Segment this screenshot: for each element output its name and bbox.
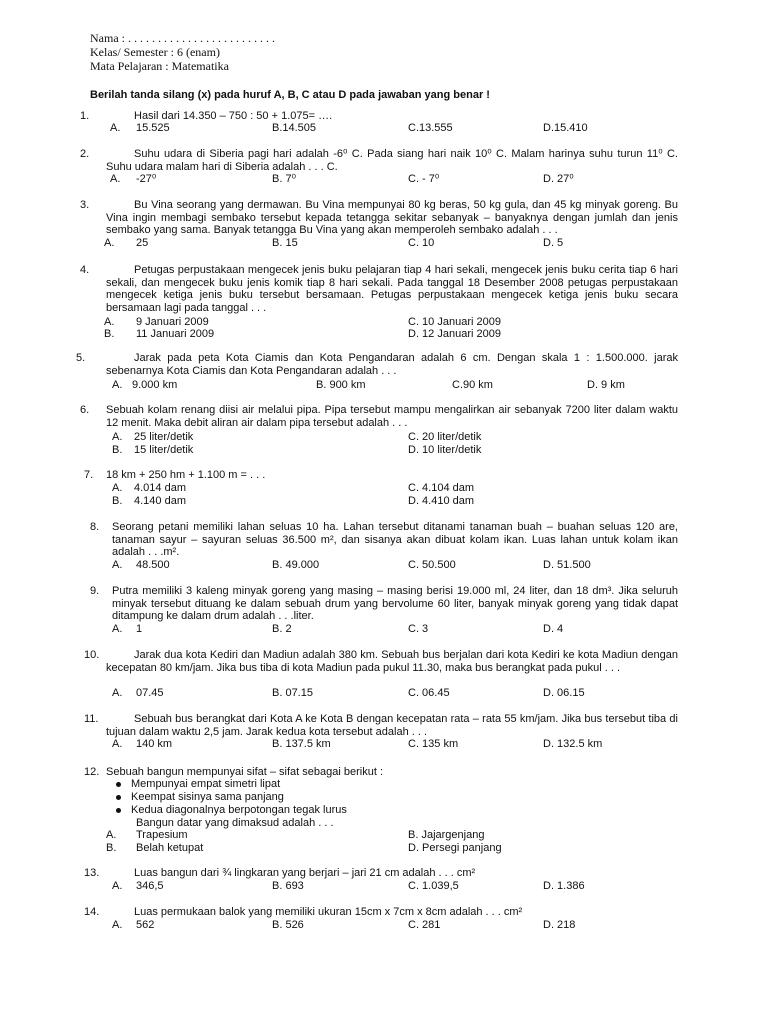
option-a-value[interactable]: 25 [136, 237, 149, 249]
question-text: Sebuah bus berangkat dari Kota A ke Kota B dengan kecepatan rata – rata 55 km/jam. Jika bus tersebut tiba di tujuan dalam waktu 2,5 jam. Jarak kedua kota tersebut adalah . . . [106, 713, 678, 738]
option-c[interactable]: C. 135 km [408, 738, 459, 750]
name-field-label: Nama : . . . . . . . . . . . . . . . . . . . . . . . . . [90, 31, 275, 45]
option-a-letter[interactable]: A. [106, 829, 117, 841]
option-b[interactable]: B. 07.15 [272, 687, 313, 699]
option-row [80, 379, 680, 392]
option-b[interactable]: B. 49.000 [272, 559, 320, 571]
option-c[interactable]: C. 4.104 dam [408, 482, 475, 494]
instruction-text: Berilah tanda silang (x) pada huruf A, B, C atau D pada jawaban yang benar ! [90, 89, 490, 101]
option-row [80, 328, 680, 341]
option-b[interactable]: B. 2 [272, 623, 292, 635]
option-row [80, 122, 680, 135]
question-text: Sebuah kolam renang diisi air melalui pipa. Pipa tersebut mampu mengalirkan air sebanyak 7200 liter dalam waktu 12 menit. Maka debit aliran air dalam pipa tersebut adalah . . . [106, 404, 678, 429]
option-a-letter[interactable]: A. [112, 559, 123, 571]
question-number: 1. [80, 110, 90, 122]
option-d[interactable]: D. Persegi panjang [408, 842, 502, 854]
option-row [80, 829, 680, 842]
option-c[interactable]: C. 06.45 [408, 687, 450, 699]
option-b-letter[interactable]: B. [104, 328, 115, 340]
question-number: 5. [76, 352, 86, 364]
question-text: Petugas perpustakaan mengecek jenis buku pelajaran tiap 4 hari sekali, mengecek jenis buku cerita tiap 6 hari sekali, dan mengecek buku jenis komik tiap 8 hari sekali. Pada tanggal 18 Desember 2008 petugas perpustakaan mengecek ketiga jenis buku tersebut bersamaan. Petugas perpustakaan mengecek ketiga jenis buku secara bersamaan lagi pada tanggal . . . [106, 264, 678, 314]
option-row [80, 482, 680, 495]
option-b[interactable]: B. 526 [272, 919, 304, 931]
question-number: 8. [90, 521, 100, 533]
bullet-text: Kedua diagonalnya berpotongan tegak lurus [131, 804, 347, 816]
option-a-value[interactable]: 4.014 dam [134, 482, 186, 494]
bullet-item [116, 791, 284, 804]
option-a-letter[interactable]: A. [112, 687, 123, 699]
question-text: Jarak dua kota Kediri dan Madiun adalah 380 km. Sebuah bus berjalan dari kota Kediri ke kota Madiun dengan kecepatan 80 km/jam. Jika bus tiba di kota Madiun pada pukul 11.30, maka bus berangkat pada pukul . . . [106, 649, 678, 674]
option-a-value[interactable]: Trapesium [136, 829, 188, 841]
option-a-letter[interactable]: A. [104, 316, 115, 328]
question-number: 13. [84, 867, 100, 879]
option-b-value[interactable]: 11 Januari 2009 [136, 328, 215, 340]
question-number: 7. [84, 469, 94, 481]
bullet-text: Mempunyai empat simetri lipat [131, 778, 281, 790]
class-semester-label: Kelas/ Semester : 6 (enam) [90, 45, 220, 59]
question-text: Jarak pada peta Kota Ciamis dan Kota Pengandaran adalah 6 cm. Dengan skala 1 : 1.500.000. jarak sebenarnya Kota Ciamis dan Kota Pengandaran adalah . . . [106, 352, 678, 377]
option-a-letter[interactable]: A. [112, 623, 123, 635]
option-row [80, 431, 680, 444]
subject-label: Mata Pelajaran : Matematika [90, 59, 229, 73]
option-d[interactable]: D. 4.410 dam [408, 495, 475, 507]
option-c[interactable]: C. 3 [408, 623, 429, 635]
bullet-item [116, 778, 280, 791]
bullet-dot [116, 808, 121, 813]
option-a-letter[interactable]: A. [110, 173, 121, 185]
option-a-value[interactable]: 346,5 [136, 880, 164, 892]
option-b[interactable]: B. 15 [272, 237, 298, 249]
bullet-dot [116, 795, 121, 800]
question-text: Luas permukaan balok yang memiliki ukuran 15cm x 7cm x 8cm adalah . . . cm² [134, 906, 523, 918]
question-number: 2. [80, 148, 90, 160]
option-c[interactable]: C. 281 [408, 919, 441, 931]
option-d[interactable]: D. 27⁰ [543, 173, 574, 185]
option-b[interactable]: B. 900 km [316, 379, 366, 391]
option-d[interactable]: D. 06.15 [543, 687, 585, 699]
option-b[interactable]: B. 693 [272, 880, 304, 892]
question-number: 3. [80, 199, 90, 211]
question-number: 10. [84, 649, 100, 661]
option-b-value[interactable]: 15 liter/detik [134, 444, 194, 456]
option-row [80, 173, 680, 186]
option-a-value[interactable]: 48.500 [136, 559, 170, 571]
option-row [80, 495, 680, 508]
option-c[interactable]: C. - 7⁰ [408, 173, 440, 185]
option-a-letter[interactable]: A. [112, 919, 123, 931]
question-number: 14. [84, 906, 100, 918]
question-prompt: Bangun datar yang dimaksud adalah . . . [136, 817, 334, 829]
option-c[interactable]: C.13.555 [408, 122, 453, 134]
question-text: Suhu udara di Siberia pagi hari adalah -6⁰ C. Pada siang hari naik 10⁰ C. Malam harinya suhu turun 11⁰ C. Suhu udara malam hari di Siberia adalah . . . C. [106, 148, 678, 173]
question-text: Bu Vina seorang yang dermawan. Bu Vina mempunyai 80 kg beras, 50 kg gula, dan 45 kg minyak goreng. Bu Vina ingin membagi sembako tersebut kepada tetangga sekitar sebanyak – banyaknya dengan jumlah dan jenis sembako yang sama. Banyak tetangga Bu Vina yang akan memperoleh sembako adalah . . . [106, 199, 678, 236]
option-a-letter[interactable]: A. [112, 880, 123, 892]
option-b-letter[interactable]: B. [112, 444, 123, 456]
question-text: Putra memiliki 3 kaleng minyak goreng yang masing – masing berisi 19.000 ml, 24 liter, dan 18 dm³. Jika seluruh minyak tersebut dituang ke dalam sebuah drum yang bervolume 60 liter, banyak minyak goreng yang tidak dapat ditampung ke dalam drum adalah . . .liter. [112, 585, 678, 622]
option-c[interactable]: C. 50.500 [408, 559, 456, 571]
option-b[interactable]: B. 7⁰ [272, 173, 296, 185]
bullet-text: Keempat sisinya sama panjang [131, 791, 284, 803]
option-d[interactable]: D. 5 [543, 237, 564, 249]
option-d[interactable]: D. 218 [543, 919, 576, 931]
option-b-value[interactable]: 4.140 dam [134, 495, 186, 507]
option-c[interactable]: C. 10 Januari 2009 [408, 316, 501, 328]
option-c[interactable]: C.90 km [452, 379, 493, 391]
option-a-value[interactable]: 9 Januari 2009 [136, 316, 209, 328]
option-row [80, 237, 680, 250]
option-row [80, 559, 680, 572]
option-row [80, 842, 680, 855]
option-b[interactable]: B. 137.5 km [272, 738, 331, 750]
option-a-value[interactable]: 07.45 [136, 687, 164, 699]
option-a-value[interactable]: -27⁰ [136, 173, 157, 185]
option-row [80, 738, 680, 751]
question-number: 12. [84, 766, 100, 778]
option-a-value[interactable]: 140 km [136, 738, 173, 750]
option-a-value[interactable]: 9.000 km [132, 379, 178, 391]
option-c[interactable]: C. 10 [408, 237, 435, 249]
option-c[interactable]: C. 20 liter/detik [408, 431, 482, 443]
option-d[interactable]: D. 51.500 [543, 559, 591, 571]
option-a-letter[interactable]: A. [112, 379, 123, 391]
option-d[interactable]: D. 12 Januari 2009 [408, 328, 501, 340]
option-a-letter[interactable]: A. [104, 237, 115, 249]
option-a-value[interactable]: 1 [136, 623, 143, 635]
option-b[interactable]: B.14.505 [272, 122, 317, 134]
bullet-item [116, 804, 347, 817]
option-c[interactable]: C. 1.039,5 [408, 880, 459, 892]
question-text: Sebuah bangun mempunyai sifat – sifat sebagai berikut : [106, 766, 384, 778]
option-a-letter[interactable]: A. [112, 431, 123, 443]
option-a-value[interactable]: 562 [136, 919, 155, 931]
option-d[interactable]: D. 4 [543, 623, 564, 635]
option-b[interactable]: B. Jajargenjang [408, 829, 485, 841]
option-d[interactable]: D.15.410 [543, 122, 588, 134]
question-number: 4. [80, 264, 90, 276]
question-text: Luas bangun dari ¾ lingkaran yang berjari – jari 21 cm adalah . . . cm² [134, 867, 476, 879]
option-row [80, 687, 680, 700]
question-text: 18 km + 250 hm + 1.100 m = . . . [106, 469, 266, 481]
option-a-letter[interactable]: A. [110, 122, 121, 134]
question-text: Hasil dari 14.350 – 750 : 50 + 1.075= …. [134, 110, 333, 122]
option-b-value[interactable]: Belah ketupat [136, 842, 204, 854]
option-a-value[interactable]: 15.525 [136, 122, 170, 134]
question-number: 11. [84, 713, 99, 725]
option-row [80, 623, 680, 636]
bullet-dot [116, 782, 121, 787]
option-a-letter[interactable]: A. [112, 738, 123, 750]
option-b-letter[interactable]: B. [112, 495, 123, 507]
option-b-letter[interactable]: B. [106, 842, 117, 854]
option-a-value[interactable]: 25 liter/detik [134, 431, 194, 443]
option-d[interactable]: D. 132.5 km [543, 738, 603, 750]
question-text: Seorang petani memiliki lahan seluas 10 ha. Lahan tersebut ditanami tanaman buah – buahan seluas 120 are, tanaman sayur – sayuran seluas 36.500 m², dan sisanya akan dibuat kolam ikan. Luas lahan untuk kolam ikan adalah . . .m². [112, 521, 678, 558]
option-row [80, 444, 680, 457]
option-d[interactable]: D. 9 km [587, 379, 625, 391]
question-number: 6. [80, 404, 90, 416]
option-d[interactable]: D. 1.386 [543, 880, 585, 892]
question-number: 9. [90, 585, 100, 597]
option-d[interactable]: D. 10 liter/detik [408, 444, 482, 456]
option-row [80, 919, 680, 932]
option-a-letter[interactable]: A. [112, 482, 123, 494]
option-row [80, 880, 680, 893]
